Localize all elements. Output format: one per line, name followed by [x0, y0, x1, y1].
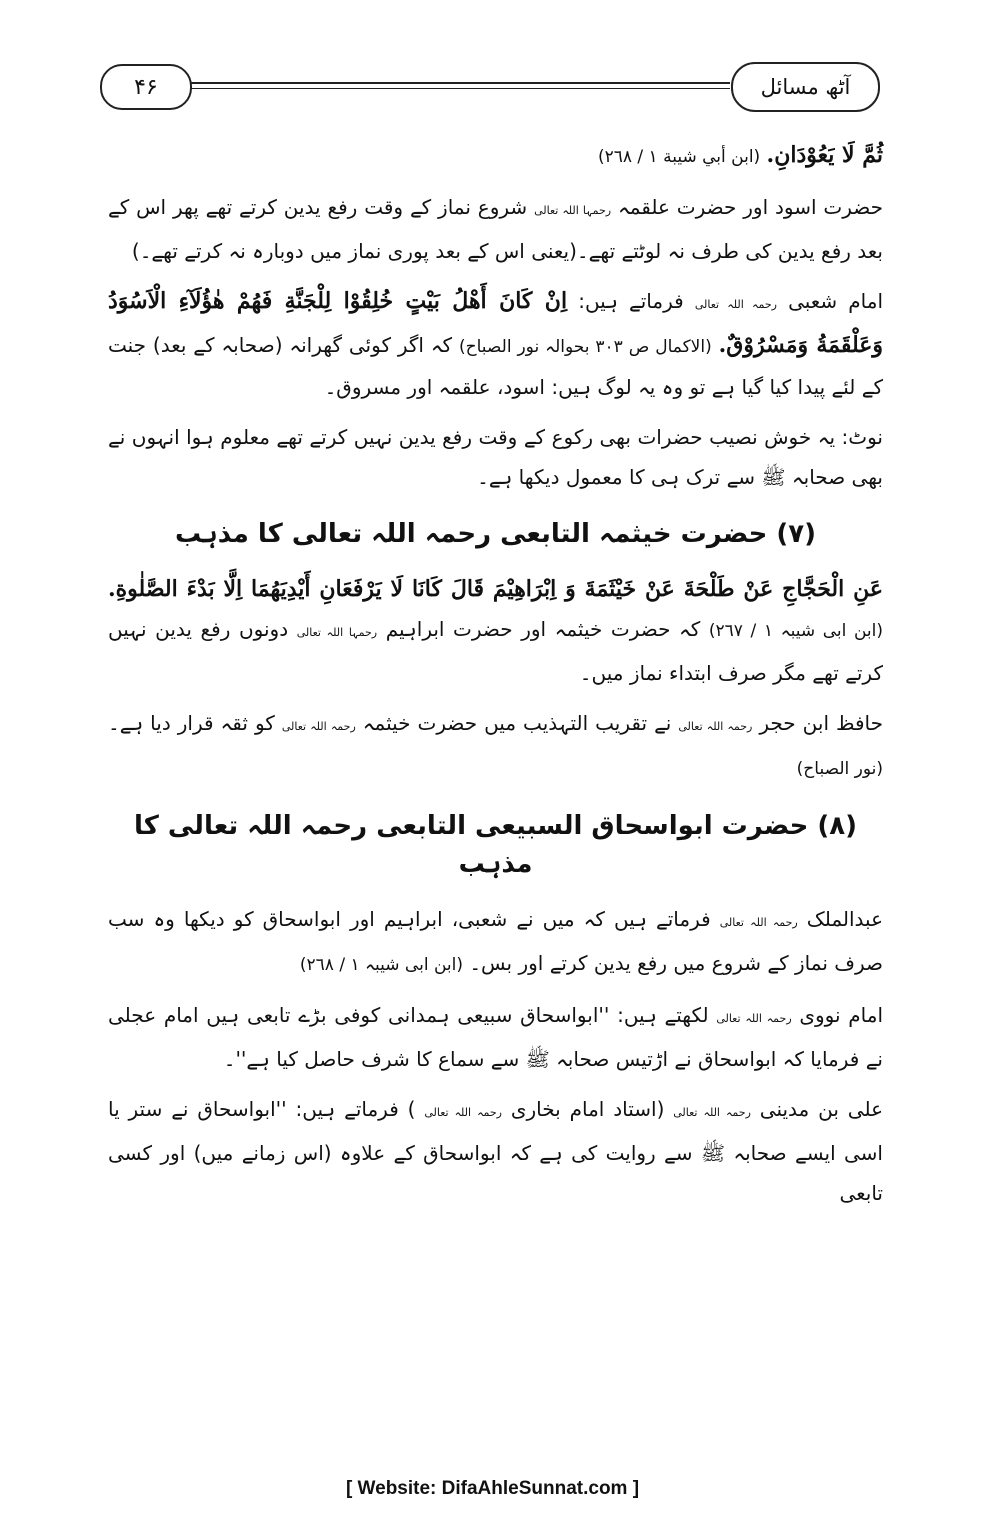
- honorific: رحمہ اللہ تعالی: [678, 720, 753, 733]
- text-run: حافظ ابن حجر: [759, 711, 884, 735]
- text-run: نے تقریب التہذیب میں حضرت خیثمہ: [362, 711, 672, 735]
- header-rule-second: [190, 88, 730, 89]
- text-run: عبدالملک: [806, 907, 883, 931]
- paragraph-5: [108, 569, 883, 693]
- arabic-text: عَنِ الْحَجَّاجِ عَنْ طَلْحَةَ عَنْ خَيْثَمَةَ وَ اِبْرَاهِيْمَ قَالَ كَانَا لَا يَرْفَعَانِ أَيْدِيَهُمَا اِلَّا بَدْءَ الصَّلٰوةِ.: [108, 576, 883, 602]
- citation: (ابن ابی شیبہ ١ / ٢٦٨): [299, 955, 463, 975]
- honorific: رحمہ اللہ تعالی: [424, 1106, 502, 1119]
- text-run: امام نووی: [799, 1003, 883, 1027]
- text-run: کہ حضرت خیثمہ اور حضرت ابراہیم: [385, 617, 701, 641]
- paragraph-note: [108, 417, 883, 497]
- honorific: رحمہ اللہ تعالی: [673, 1106, 751, 1119]
- text-run: کو ثقہ قرار دیا ہے۔: [108, 711, 275, 735]
- text-run: لکھتے ہیں: ''ابواسحاق سبیعی ہمدانی کوفی بڑے تابعی ہیں امام عجلی نے فرمایا کہ ابواسحاق نے اڑتیس صحابہ ﷺ سے سماع کا شرف حاصل کیا ہے''۔: [108, 1003, 883, 1071]
- section-heading-7: (۷) حضرت خیثمہ التابعی رحمہ اللہ تعالی کا مذہب: [174, 519, 817, 549]
- arabic-text: اِنْ كَانَ أَهْلُ بَيْتٍ خُلِقُوْا لِلْجَنَّةِ فَهُمْ هٰؤُلَآءِ الْاَسُوَدُ وَعَلْقَمَةُ وَمَسْرُوْقٌ.: [108, 288, 884, 358]
- text-run: دونوں رفع یدین نہیں کرتے تھے مگر صرف ابتداء نماز میں۔: [108, 617, 883, 685]
- honorific: رحمہ اللہ تعالی: [281, 720, 356, 733]
- text-run: امام شعبی: [788, 289, 884, 313]
- header-rule: [190, 82, 730, 84]
- text-run: شروع نماز کے وقت رفع یدین کرتے تھے پھر اس کے بعد رفع یدین کی طرف نہ لوٹتے تھے۔(یعنی اس کے بعد پوری نماز میں دوبارہ نہ کرتے تھے۔): [108, 195, 883, 263]
- honorific: رحمہا اللہ تعالی: [296, 626, 378, 639]
- website-footer: [ Website: DifaAhleSunnat.com ]: [345, 1478, 640, 1499]
- paragraph-6: [108, 703, 883, 789]
- text-run: نوٹ: یہ خوش نصیب حضرات بھی رکوع کے وقت رفع یدین نہیں کرتے تھے معلوم ہوا انہوں نے بھی صحابہ ﷺ سے ترک ہی کا معمول دیکھا ہے۔: [108, 425, 883, 489]
- paragraph-7: [108, 899, 883, 985]
- book-title: [731, 62, 880, 112]
- paragraph-8: [108, 995, 883, 1079]
- honorific: رحمہ اللہ تعالی: [719, 916, 798, 929]
- text-run: ) فرماتے ہیں: ''ابواسحاق نے ستر یا اسی ایسے صحابہ ﷺ سے روایت کی ہے کہ ابواسحاق کے علاوہ (اس زمانے میں) اور کسی تابعی: [108, 1097, 883, 1205]
- honorific: رحمہ اللہ تعالی: [694, 298, 777, 311]
- text-run: (استاد امام بخاری: [510, 1097, 665, 1121]
- paragraph-3: [108, 281, 883, 407]
- book-title-text: آٹھ مسائل: [760, 75, 851, 99]
- honorific: رحمہا اللہ تعالی: [534, 204, 612, 217]
- citation: (الاکمال ص ۳۰۳ بحوالہ نور الصباح): [458, 337, 712, 357]
- citation: (ابن ابی شیبہ ١ / ٢٦٧): [708, 621, 884, 641]
- page-number: [100, 64, 192, 110]
- text-run: فرماتے ہیں:: [578, 289, 684, 313]
- section-heading-8: (۸) حضرت ابواسحاق السبیعی التابعی رحمہ اللہ تعالی کا مذہب: [133, 811, 858, 879]
- page-header: [100, 58, 880, 120]
- citation: (ابن أبي شيبة ١ / ٢٦٨): [597, 147, 761, 167]
- page-number-text: ۴۶: [134, 74, 158, 100]
- text-run: علی بن مدینی: [759, 1097, 884, 1121]
- honorific: رحمہ اللہ تعالی: [716, 1012, 792, 1025]
- paragraph-1: [108, 135, 883, 177]
- arabic-text: ثُمَّ لَا يَعُوْدَانِ.: [766, 142, 883, 168]
- text-run: فرماتے ہیں کہ میں نے شعبی، ابراہیم اور ابواسحاق کو دیکھا وہ سب صرف نماز کے شروع میں رفع یدین کرتے اور بس۔: [108, 907, 883, 975]
- paragraph-2: [108, 187, 883, 271]
- page-content: [108, 135, 883, 1223]
- text-run: حضرت اسود اور حضرت علقمہ: [617, 195, 883, 219]
- citation: (نور الصباح): [796, 759, 883, 779]
- paragraph-9: [108, 1089, 883, 1213]
- text-run: کہ اگر کوئی گھرانہ (صحابہ کے بعد) جنت کے لئے پیدا کیا گیا ہے تو وہ یہ لوگ ہیں: اسود، علقمہ اور مسروق۔: [108, 333, 883, 399]
